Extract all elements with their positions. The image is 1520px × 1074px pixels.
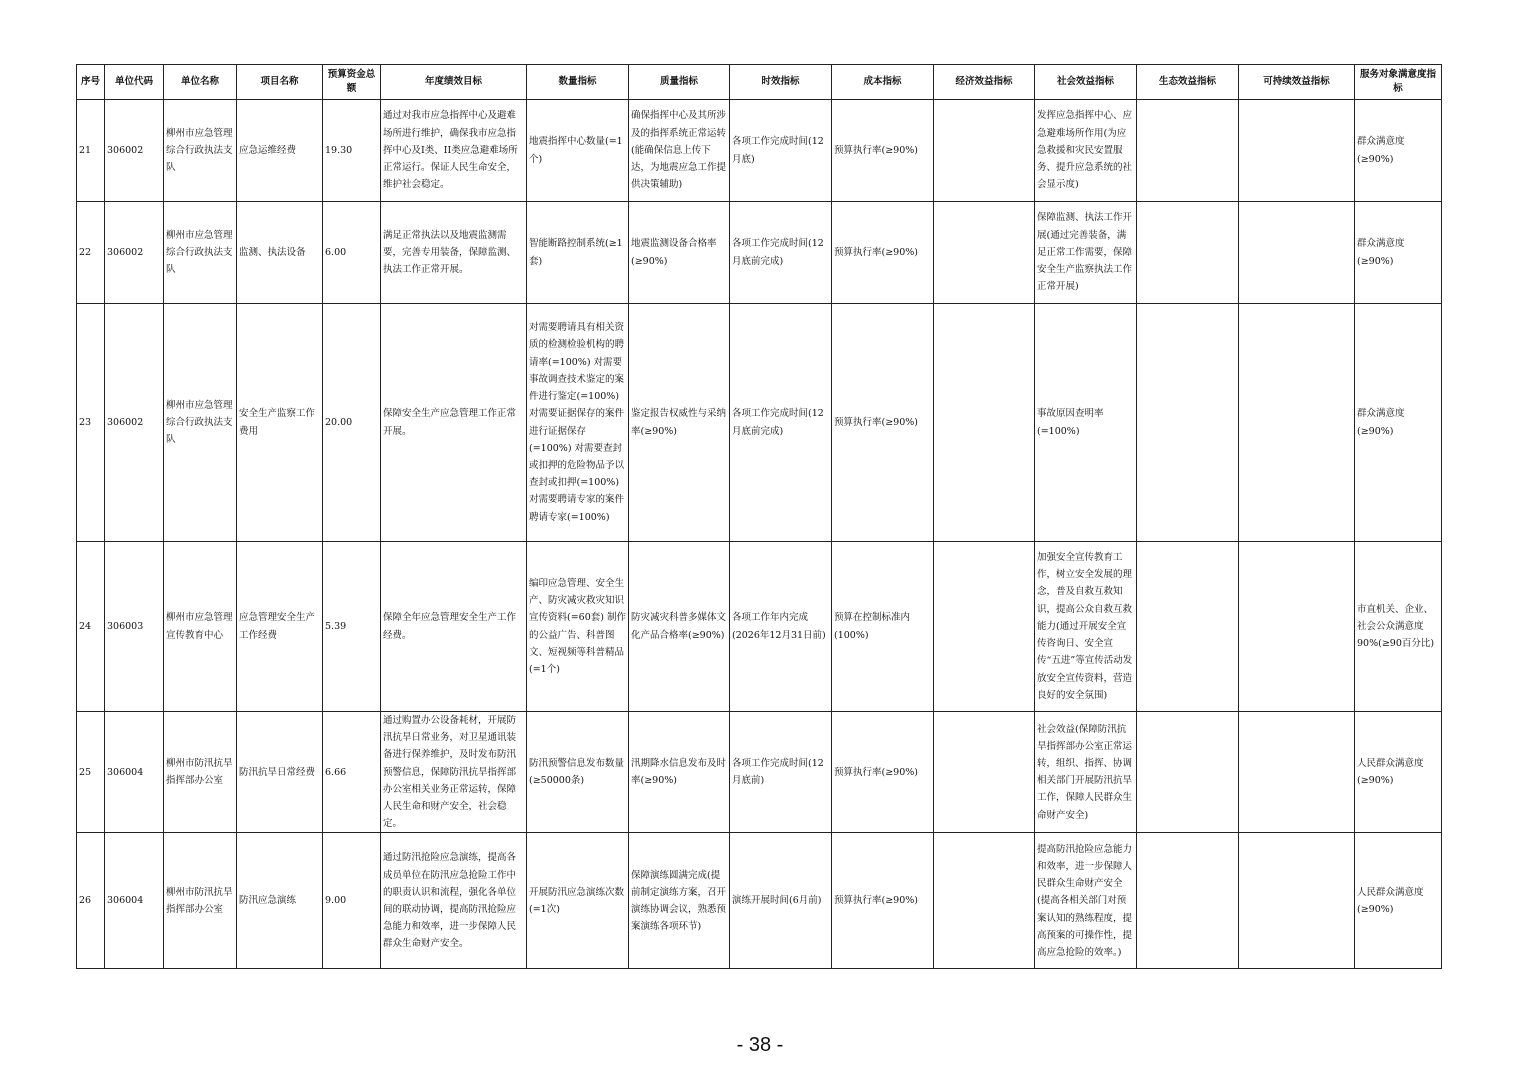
header-seq: 序号	[77, 65, 105, 100]
cost-cell: 预算执行率(≥90%)	[832, 833, 934, 969]
header-project: 项目名称	[237, 65, 323, 100]
performance-table	[76, 64, 1442, 969]
table-row	[77, 712, 1442, 833]
seq-cell: 23	[77, 304, 105, 542]
quantity-cell: 开展防汛应急演练次数(=1次)	[527, 833, 629, 969]
social-cell: 提高防汛抢险应急能力和效率，进一步保障人民群众生命财产安全(提高各相关部门对预案认知的熟练程度，提高预案的可操作性，提高应急抢险的效率。)	[1035, 833, 1137, 969]
table-row	[77, 542, 1442, 712]
header-sustainable: 可持续效益指标	[1239, 65, 1355, 100]
goal-cell: 通过对我市应急指挥中心及避难场所进行维护，确保我市应急指挥中心及I类、II类应急避难场所正常运行。保证人民生命安全，维护社会稳定。	[381, 100, 527, 202]
goal-cell: 保障安全生产应急管理工作正常开展。	[381, 304, 527, 542]
budget-cell: 6.00	[323, 202, 381, 304]
seq-cell: 25	[77, 712, 105, 833]
code-cell: 306002	[105, 100, 164, 202]
header-social: 社会效益指标	[1035, 65, 1137, 100]
cost-cell: 预算执行率(≥90%)	[832, 202, 934, 304]
project-cell: 安全生产监察工作费用	[237, 304, 323, 542]
goal-cell: 满足正常执法以及地震监测需要，完善专用装备，保障监测、执法工作正常开展。	[381, 202, 527, 304]
code-cell: 306004	[105, 833, 164, 969]
economic-cell	[934, 202, 1035, 304]
unit-cell: 柳州市应急管理综合行政执法支队	[164, 202, 237, 304]
budget-cell: 19.30	[323, 100, 381, 202]
table-row	[77, 833, 1442, 969]
social-cell: 社会效益(保障防汛抗旱指挥部办公室正常运转，组织、指挥、协调相关部门开展防汛抗旱工作，保障人民群众生命财产安全)	[1035, 712, 1137, 833]
timeliness-cell: 各项工作年内完成(2026年12月31日前)	[730, 542, 832, 712]
quality-cell: 防灾减灾科普多媒体文化产品合格率(≥90%)	[629, 542, 730, 712]
timeliness-cell: 各项工作完成时间(12月底前)	[730, 712, 832, 833]
header-goal: 年度绩效目标	[381, 65, 527, 100]
sustainable-cell	[1239, 833, 1355, 969]
table-row	[77, 304, 1442, 542]
satisfaction-cell: 人民群众满意度(≥90%)	[1355, 833, 1442, 969]
sustainable-cell	[1239, 100, 1355, 202]
unit-cell: 柳州市防汛抗旱指挥部办公室	[164, 833, 237, 969]
quality-cell: 汛期降水信息发布及时率(≥90%)	[629, 712, 730, 833]
social-cell: 加强安全宣传教育工作，树立安全发展的理念，普及自救互救知识，提高公众自救互救能力(通过开展安全宣传咨询日、安全宣传“五进”等宣传活动发放安全宣传资料，营造良好的安全氛围)	[1035, 542, 1137, 712]
project-cell: 防汛应急演练	[237, 833, 323, 969]
social-cell: 事故原因查明率(=100%)	[1035, 304, 1137, 542]
goal-cell: 通过购置办公设备耗材，开展防汛抗旱日常业务，对卫星通讯装备进行保养维护，及时发布防汛预警信息，保障防汛抗旱指挥部办公室相关业务正常运转，保障人民生命和财产安全，社会稳定。	[381, 712, 527, 833]
economic-cell	[934, 304, 1035, 542]
economic-cell	[934, 833, 1035, 969]
ecological-cell	[1137, 100, 1239, 202]
sustainable-cell	[1239, 202, 1355, 304]
ecological-cell	[1137, 712, 1239, 833]
quantity-cell: 编印应急管理、安全生产、防灾减灾救灾知识宣传资料(=60套) 制作的公益广告、科普图文、短视频等科普精品(=1个)	[527, 542, 629, 712]
seq-cell: 26	[77, 833, 105, 969]
header-unit: 单位名称	[164, 65, 237, 100]
quality-cell: 鉴定报告权威性与采纳率(≥90%)	[629, 304, 730, 542]
quantity-cell: 地震指挥中心数量(=1个)	[527, 100, 629, 202]
header-quality: 质量指标	[629, 65, 730, 100]
cost-cell: 预算执行率(≥90%)	[832, 712, 934, 833]
quantity-cell: 对需要聘请具有相关资质的检测检验机构的聘请率(=100%) 对需要事故调查技术鉴定的案件进行鉴定(=100%) 对需要证据保存的案件进行证据保存(=100%) 对需要查封或扣押的危险物品予以查封或扣押(=100%) 对需要聘请专家的案件聘请专家(=100%)	[527, 304, 629, 542]
unit-cell: 柳州市防汛抗旱指挥部办公室	[164, 712, 237, 833]
header-ecological: 生态效益指标	[1137, 65, 1239, 100]
satisfaction-cell: 群众满意度(≥90%)	[1355, 304, 1442, 542]
budget-cell: 20.00	[323, 304, 381, 542]
cost-cell: 预算执行率(≥90%)	[832, 304, 934, 542]
seq-cell: 22	[77, 202, 105, 304]
quality-cell: 确保指挥中心及其所涉及的指挥系统正常运转(能确保信息上传下达，为地震应急工作提供决策辅助)	[629, 100, 730, 202]
page-number: - 38 -	[736, 1034, 784, 1056]
project-cell: 应急运维经费	[237, 100, 323, 202]
code-cell: 306004	[105, 712, 164, 833]
budget-cell: 9.00	[323, 833, 381, 969]
unit-cell: 柳州市应急管理综合行政执法支队	[164, 100, 237, 202]
quantity-cell: 防汛预警信息发布数量(≥50000条)	[527, 712, 629, 833]
project-cell: 防汛抗旱日常经费	[237, 712, 323, 833]
satisfaction-cell: 群众满意度(≥90%)	[1355, 100, 1442, 202]
header-cost: 成本指标	[832, 65, 934, 100]
social-cell: 保障监测、执法工作开展(通过完善装备，满足正常工作需要，保障安全生产监察执法工作正常开展)	[1035, 202, 1137, 304]
sustainable-cell	[1239, 712, 1355, 833]
quality-cell: 保障演练圆满完成(提前制定演练方案，召开演练协调会议，熟悉预案演练各项环节)	[629, 833, 730, 969]
header-budget: 预算资金总额	[323, 65, 381, 100]
budget-cell: 5.39	[323, 542, 381, 712]
satisfaction-cell: 群众满意度(≥90%)	[1355, 202, 1442, 304]
table-header	[77, 65, 1442, 100]
unit-cell: 柳州市应急管理综合行政执法支队	[164, 304, 237, 542]
budget-cell: 6.66	[323, 712, 381, 833]
project-cell: 应急管理安全生产工作经费	[237, 542, 323, 712]
header-satisfaction: 服务对象满意度指标	[1355, 65, 1442, 100]
project-cell: 监测、执法设备	[237, 202, 323, 304]
seq-cell: 24	[77, 542, 105, 712]
table-row	[77, 202, 1442, 304]
satisfaction-cell: 市直机关、企业、社会公众满意度90%(≥90百分比)	[1355, 542, 1442, 712]
sustainable-cell	[1239, 304, 1355, 542]
cost-cell: 预算执行率(≥90%)	[832, 100, 934, 202]
ecological-cell	[1137, 304, 1239, 542]
table-body	[77, 100, 1442, 969]
timeliness-cell: 演练开展时间(6月前)	[730, 833, 832, 969]
quantity-cell: 智能断路控制系统(≥1套)	[527, 202, 629, 304]
timeliness-cell: 各项工作完成时间(12月底)	[730, 100, 832, 202]
timeliness-cell: 各项工作完成时间(12月底前完成)	[730, 202, 832, 304]
goal-cell: 保障全年应急管理安全生产工作经费。	[381, 542, 527, 712]
seq-cell: 21	[77, 100, 105, 202]
code-cell: 306002	[105, 202, 164, 304]
timeliness-cell: 各项工作完成时间(12月底前完成)	[730, 304, 832, 542]
goal-cell: 通过防汛抢险应急演练，提高各成员单位在防汛应急抢险工作中的职责认识和流程，强化各单位间的联动协调，提高防汛抢险应急能力和效率，进一步保障人民群众生命财产安全。	[381, 833, 527, 969]
sustainable-cell	[1239, 542, 1355, 712]
satisfaction-cell: 人民群众满意度(≥90%)	[1355, 712, 1442, 833]
table-row	[77, 100, 1442, 202]
header-economic: 经济效益指标	[934, 65, 1035, 100]
ecological-cell	[1137, 202, 1239, 304]
code-cell: 306002	[105, 304, 164, 542]
cost-cell: 预算在控制标准内(100%)	[832, 542, 934, 712]
economic-cell	[934, 712, 1035, 833]
code-cell: 306003	[105, 542, 164, 712]
social-cell: 发挥应急指挥中心、应急避难场所作用(为应急救援和灾民安置服务、提升应急系统的社会显示度)	[1035, 100, 1137, 202]
header-timeliness: 时效指标	[730, 65, 832, 100]
ecological-cell	[1137, 833, 1239, 969]
ecological-cell	[1137, 542, 1239, 712]
header-quantity: 数量指标	[527, 65, 629, 100]
economic-cell	[934, 100, 1035, 202]
economic-cell	[934, 542, 1035, 712]
quality-cell: 地震监测设备合格率(≥90%)	[629, 202, 730, 304]
header-code: 单位代码	[105, 65, 164, 100]
unit-cell: 柳州市应急管理宣传教育中心	[164, 542, 237, 712]
